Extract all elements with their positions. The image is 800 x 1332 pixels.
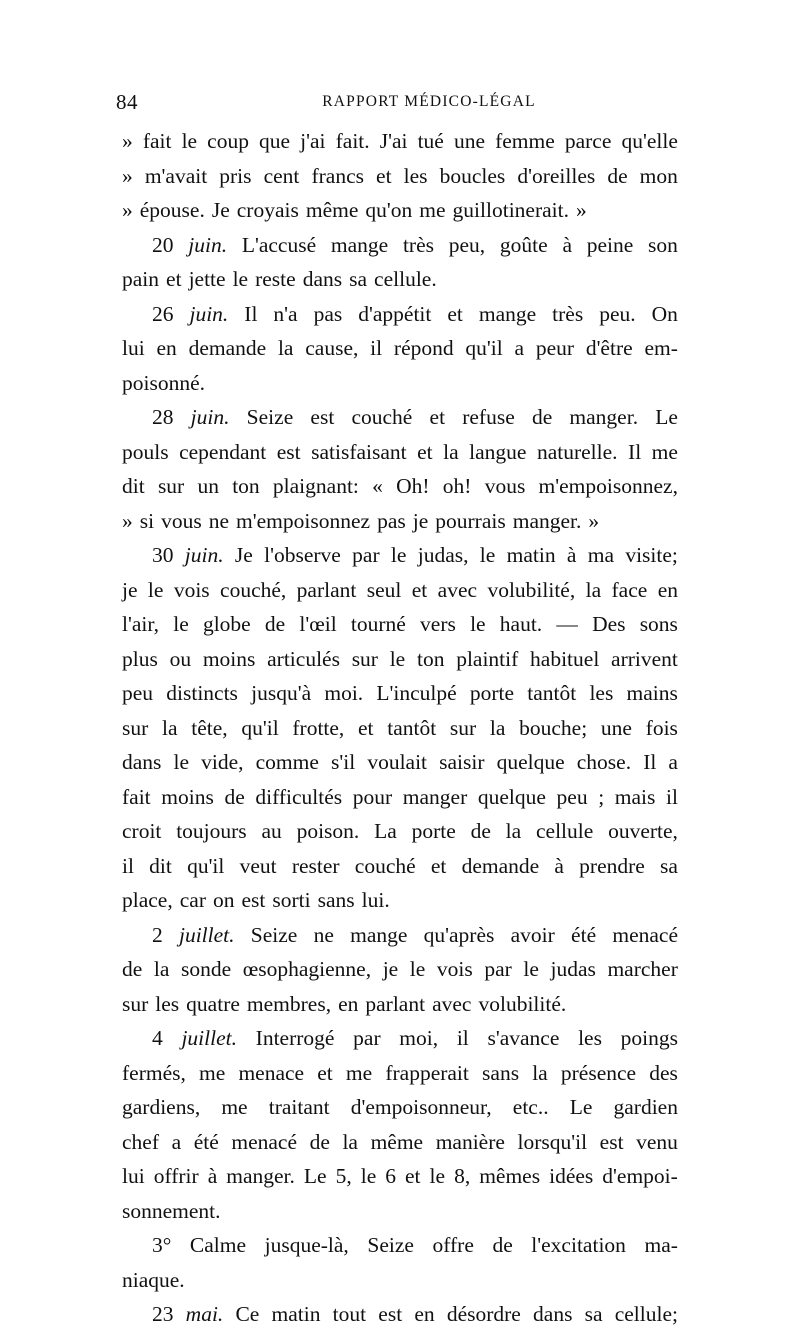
text-line: place, car on est sorti sans lui. xyxy=(122,888,390,912)
text-line: dit sur un ton plaignant: « Oh! oh! vous m'empoisonnez, xyxy=(122,474,678,498)
text-line: 28 juin. Seize est couché et refuse de manger. Le xyxy=(152,405,678,429)
text-line: lui offrir à manger. Le 5, le 6 et le 8, mêmes idées d'empoi- xyxy=(122,1164,678,1188)
text-line: 20 juin. L'accusé mange très peu, goûte à peine son xyxy=(152,232,678,257)
text-line: » si vous ne m'empoisonnez pas je pourrais manger. » xyxy=(122,508,600,533)
text-line: chef a été menacé de la même manière lorsqu'il est venu xyxy=(122,1129,678,1154)
text-line: sur la tête, qu'il frotte, et tantôt sur la bouche; une fois xyxy=(122,715,678,740)
text-line: dans le vide, comme s'il voulait saisir quelque chose. Il a xyxy=(122,750,678,774)
text-line: sonnement. xyxy=(122,1198,221,1223)
text-line: fermés, me menace et me frapperait sans la présence des xyxy=(122,1060,678,1085)
text-line: poisonné. xyxy=(122,370,206,395)
text-line: » m'avait pris cent francs et les boucles d'oreilles de mon xyxy=(122,163,678,188)
text-line: l'air, le globe de l'œil tourné vers le haut. — Des sons xyxy=(122,612,678,636)
text-line: » épouse. Je croyais même qu'on me guillotinerait. » xyxy=(122,198,587,222)
text-line: de la sonde œsophagienne, je le vois par le judas marcher xyxy=(122,957,678,981)
text-line: pouls cependant est satisfaisant et la langue naturelle. Il me xyxy=(122,439,678,464)
text-line: niaque. xyxy=(122,1267,185,1292)
text-line: plus ou moins articulés sur le ton plaintif habituel arrivent xyxy=(122,646,678,671)
text-line: 23 mai. Ce matin tout est en désordre dans sa cellule; xyxy=(152,1302,678,1326)
text-line: croit toujours au poison. La porte de la cellule ouverte, xyxy=(122,819,678,843)
text-line: 3° Calme jusque-là, Seize offre de l'excitation ma- xyxy=(152,1233,678,1257)
text-line: 30 juin. Je l'observe par le judas, le matin à ma visite; xyxy=(152,543,678,567)
page-header xyxy=(116,90,682,118)
text-line: » fait le coup que j'ai fait. J'ai tué une femme parce qu'elle xyxy=(122,129,678,153)
text-line: 4 juillet. Interrogé par moi, il s'avance les poings xyxy=(152,1026,678,1050)
text-line: peu distincts jusqu'à moi. L'inculpé porte tantôt les mains xyxy=(122,681,678,705)
running-head: RAPPORT MÉDICO-LÉGAL xyxy=(322,93,536,110)
text-line: il dit qu'il veut rester couché et demande à prendre sa xyxy=(122,853,678,878)
text-line: je le vois couché, parlant seul et avec volubilité, la face en xyxy=(122,577,678,602)
text-line: gardiens, me traitant d'empoisonneur, etc.. Le gardien xyxy=(122,1095,678,1119)
text-line: fait moins de difficultés pour manger quelque peu ; mais il xyxy=(122,784,678,809)
text-line: sur les quatre membres, en parlant avec volubilité. xyxy=(122,991,567,1016)
body-text xyxy=(122,124,678,1332)
text-line: 2 juillet. Seize ne mange qu'après avoir été menacé xyxy=(152,922,678,947)
text-line: 26 juin. Il n'a pas d'appétit et mange très peu. On xyxy=(152,301,678,326)
page-number: 84 xyxy=(116,90,138,114)
text-line: lui en demande la cause, il répond qu'il a peur d'être em- xyxy=(122,336,678,360)
text-line: pain et jette le reste dans sa cellule. xyxy=(122,267,437,291)
